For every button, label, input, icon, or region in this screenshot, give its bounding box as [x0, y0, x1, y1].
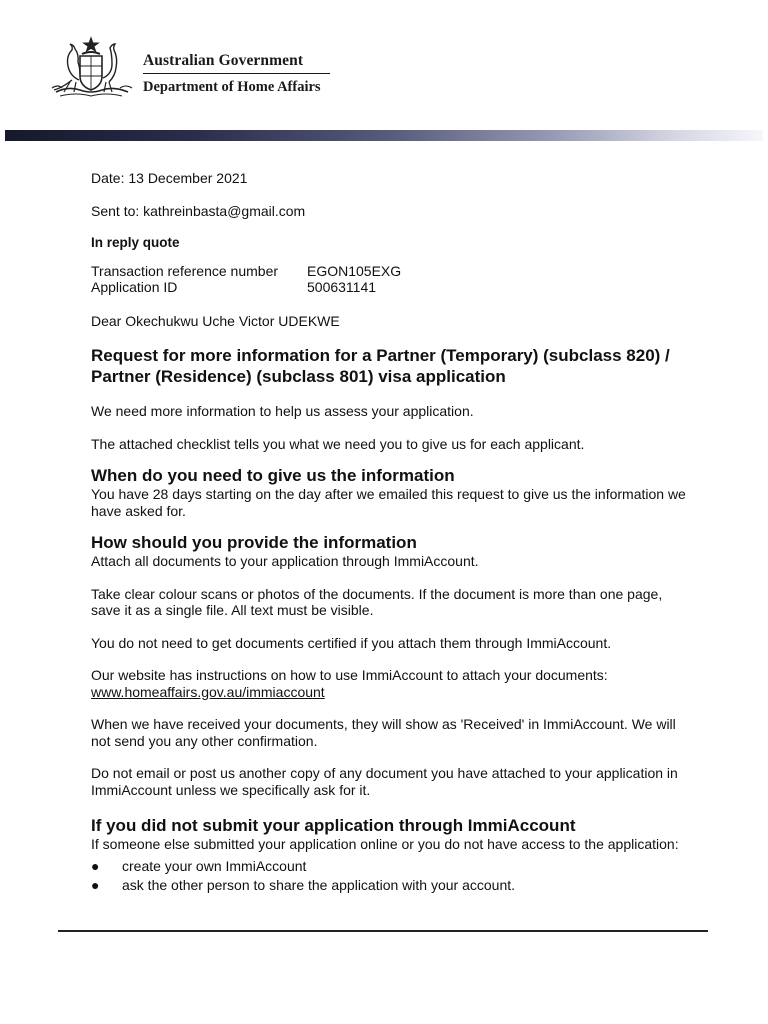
bullet-icon: ● — [91, 877, 100, 893]
reference-table — [91, 263, 691, 296]
list-item-text: create your own ImmiAccount — [122, 857, 307, 874]
letter-title: Request for more information for a Partner (Temporary) (subclass 820) / Partner (Residence) (subclass 801) visa application — [91, 346, 670, 386]
reply-quote-label: In reply quote — [91, 235, 180, 250]
instructions-text: Our website has instructions on how to use ImmiAccount to attach your documents: — [91, 667, 608, 683]
list-item — [91, 877, 691, 894]
section-how-paragraph: Attach all documents to your application through ImmiAccount. — [91, 553, 479, 569]
intro-paragraph: We need more information to help us assess your application. — [91, 403, 474, 419]
letter-recipient: Sent to: kathreinbasta@gmail.com — [91, 202, 306, 219]
section-when-body: You have 28 days starting on the day after we emailed this request to give us the information we have asked for. — [91, 486, 686, 519]
list-item — [91, 858, 691, 875]
salutation: Dear Okechukwu Uche Victor UDEKWE — [91, 312, 340, 329]
section-heading-when: When do you need to give us the information — [91, 466, 455, 485]
bullet-icon: ● — [91, 857, 100, 874]
section-how-paragraph: Do not email or post us another copy of any document you have attached to your application in ImmiAccount unless we specifically ask for it. — [91, 765, 678, 798]
reference-value: EGON105EXG — [307, 262, 402, 279]
letter-date: Date: 13 December 2021 — [91, 170, 248, 186]
section-how-paragraph: You do not need to get documents certified if you attach them through ImmiAccount. — [91, 634, 612, 651]
footer-divider — [58, 930, 708, 932]
options-list — [91, 858, 691, 894]
immiaccount-link[interactable]: www.homeaffairs.gov.au/immiaccount — [91, 683, 325, 700]
section-heading-not-submitted: If you did not submit your application through ImmiAccount — [91, 816, 576, 835]
government-wordmark — [143, 52, 330, 96]
section-heading-how: How should you provide the information — [91, 533, 417, 552]
section-how-paragraph: When we have received your documents, they will show as 'Received' in ImmiAccount. We will not send you any other confirmation. — [91, 716, 676, 749]
government-name: Australian Government — [143, 52, 304, 69]
reference-label: Transaction reference number — [91, 262, 279, 279]
reference-label: Application ID — [91, 279, 178, 295]
section-how-paragraph: Take clear colour scans or photos of the documents. If the document is more than one page, save it as a single file. All text must be visible. — [91, 585, 663, 618]
reference-row — [91, 263, 691, 280]
reference-row — [91, 279, 691, 296]
header-banner — [5, 130, 763, 141]
list-item-text: ask the other person to share the application with your account. — [122, 877, 516, 893]
reference-value: 500631141 — [307, 279, 377, 295]
wordmark-divider — [143, 73, 330, 74]
intro-paragraph: The attached checklist tells you what we need you to give us for each applicant. — [91, 435, 585, 452]
department-name: Department of Home Affairs — [143, 79, 321, 95]
coat-of-arms-icon — [46, 36, 136, 100]
letterhead — [0, 0, 768, 130]
section-how-paragraph — [91, 667, 691, 700]
section-not-submitted-body: If someone else submitted your application online or you do not have access to the application: — [91, 836, 679, 852]
letter-body — [91, 170, 691, 897]
